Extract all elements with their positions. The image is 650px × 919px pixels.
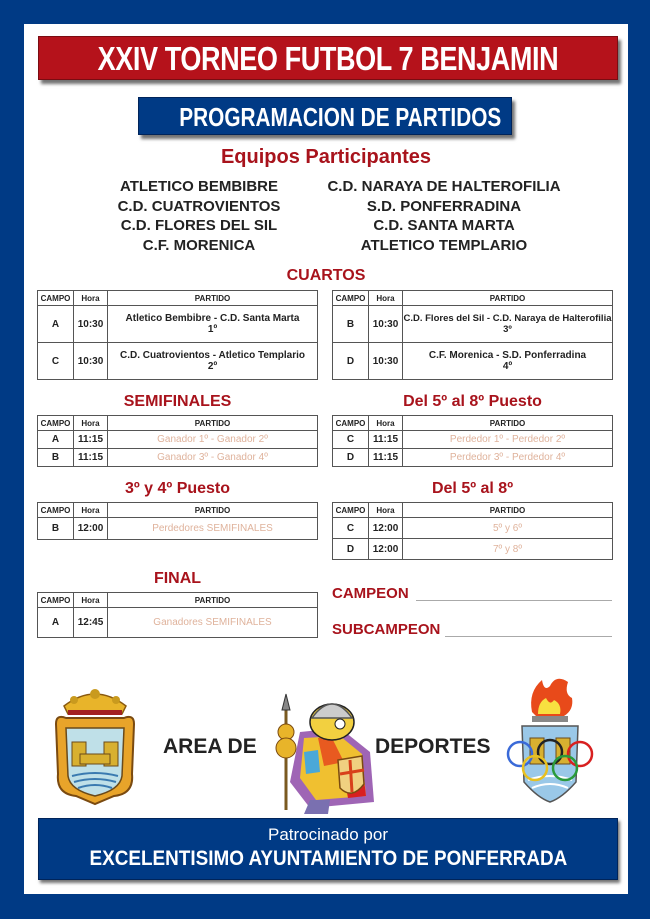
col-campo: CAMPO	[38, 291, 74, 306]
table-row	[333, 343, 613, 380]
hora-cell: 10:30	[369, 343, 403, 380]
sponsor-banner	[38, 818, 618, 880]
puesto-5-8-heading: Del 5º al 8º Puesto	[403, 393, 542, 410]
schedule-subtitle-text: PROGRAMACION DE PARTIDOS	[179, 102, 502, 132]
col-campo: CAMPO	[333, 503, 369, 518]
cuartos-table-right	[332, 290, 613, 380]
match-number: 2º	[207, 361, 218, 372]
area-de-text: AREA DE	[163, 735, 257, 758]
campo-cell: A	[38, 608, 74, 638]
schedule-subtitle	[138, 97, 512, 135]
partido-cell	[403, 343, 613, 380]
cuartos-heading: CUARTOS	[286, 267, 366, 284]
team-name: C.D. NARAYA DE HALTEROFILIA	[327, 178, 561, 195]
team-name: C.D. CUATROVIENTOS	[117, 197, 281, 215]
teams-heading: Equipos Participantes	[220, 146, 432, 168]
partido-cell	[108, 343, 318, 380]
match-number: 1º	[207, 324, 218, 335]
col-campo: CAMPO	[333, 416, 369, 431]
deportes-text: DEPORTES	[375, 735, 491, 758]
team-name: C.D. FLORES DEL SIL	[120, 217, 278, 234]
col-campo: CAMPO	[38, 503, 74, 518]
table-row	[38, 449, 318, 467]
table-header-row	[333, 291, 613, 306]
table-row	[38, 306, 318, 343]
table-row	[333, 518, 613, 539]
sponsor-name-text: EXCELENTISIMO AYUNTAMIENTO DE PONFERRADA	[89, 847, 567, 870]
team-name: S.D. PONFERRADINA	[366, 197, 522, 215]
del-5-8-heading: Del 5º al 8º	[431, 480, 514, 497]
col-hora: Hora	[74, 503, 108, 518]
col-partido: PARTIDO	[108, 503, 318, 518]
table-row	[38, 431, 318, 449]
cuartos-table-left	[37, 290, 318, 380]
match-text: Atletico Bembibre - C.D. Santa Marta	[125, 313, 300, 324]
puesto-3-4-table	[37, 502, 318, 540]
tournament-title-text: XXIV TORNEO FUTBOL 7 BENJAMIN	[97, 40, 559, 77]
semifinales-table	[37, 415, 318, 467]
col-partido: PARTIDO	[403, 503, 613, 518]
table-header-row	[38, 593, 318, 608]
partido-cell: Perdedor 3º - Perdedor 4º	[403, 449, 613, 467]
campo-cell: A	[38, 306, 74, 343]
col-partido: PARTIDO	[403, 291, 613, 306]
match-number: 4º	[502, 361, 513, 372]
col-hora: Hora	[369, 416, 403, 431]
teams-list-left	[84, 177, 314, 255]
campo-cell: B	[333, 306, 369, 343]
col-hora: Hora	[369, 291, 403, 306]
match-text: C.D. Cuatrovientos - Atletico Templario	[119, 350, 306, 361]
team-name: ATLETICO TEMPLARIO	[360, 236, 528, 254]
partido-cell	[403, 306, 613, 343]
match-text: C.F. Morenica - S.D. Ponferradina	[428, 350, 587, 361]
semifinales-heading: SEMIFINALES	[123, 393, 232, 410]
partido-cell: 7º y 8º	[403, 539, 613, 560]
team-name: ATLETICO BEMBIBRE	[119, 178, 279, 195]
table-row	[38, 518, 318, 540]
col-campo: CAMPO	[38, 416, 74, 431]
col-hora: Hora	[74, 593, 108, 608]
campo-cell: B	[38, 449, 74, 467]
final-heading: FINAL	[153, 570, 202, 587]
hora-cell: 12:45	[74, 608, 108, 638]
table-row	[333, 449, 613, 467]
col-partido: PARTIDO	[108, 291, 318, 306]
team-name: C.F. MORENICA	[142, 236, 256, 254]
hora-cell: 11:15	[369, 431, 403, 449]
hora-cell: 12:00	[74, 518, 108, 540]
table-header-row	[38, 291, 318, 306]
col-partido: PARTIDO	[403, 416, 613, 431]
campo-cell: C	[333, 431, 369, 449]
teams-list-right	[324, 177, 564, 255]
final-table	[37, 592, 318, 638]
puesto-3-4-heading: 3º y 4º Puesto	[124, 480, 231, 497]
col-hora: Hora	[369, 503, 403, 518]
partido-cell: Ganador 3º - Ganador 4º	[108, 449, 318, 467]
partido-cell	[108, 306, 318, 343]
sports-area-emblem-icon	[502, 672, 597, 807]
campo-cell: C	[38, 343, 74, 380]
sponsor-intro: Patrocinado por	[267, 825, 389, 844]
match-text: C.D. Flores del Sil - C.D. Naraya de Halterofilia	[403, 313, 612, 324]
knight-mascot-icon	[270, 692, 380, 820]
table-header-row	[333, 416, 613, 431]
tournament-title	[38, 36, 618, 80]
puesto-5-8-table	[332, 415, 613, 467]
col-campo: CAMPO	[38, 593, 74, 608]
campeon-label: CAMPEON	[332, 585, 409, 602]
hora-cell: 12:00	[369, 518, 403, 539]
sponsor-name	[39, 847, 617, 871]
hora-cell: 11:15	[74, 449, 108, 467]
table-row	[333, 431, 613, 449]
table-row	[38, 343, 318, 380]
poster-sheet	[24, 24, 628, 894]
col-hora: Hora	[74, 291, 108, 306]
col-partido: PARTIDO	[108, 416, 318, 431]
campo-cell: D	[333, 449, 369, 467]
subcampeon-label: SUBCAMPEON	[332, 621, 441, 638]
table-row	[333, 306, 613, 343]
table-row	[38, 608, 318, 638]
partido-cell: Ganador 1º - Ganador 2º	[108, 431, 318, 449]
campo-cell: C	[333, 518, 369, 539]
col-partido: PARTIDO	[108, 593, 318, 608]
partido-cell: Perdedores SEMIFINALES	[108, 518, 318, 540]
match-number: 3º	[503, 324, 512, 335]
campeon-line	[416, 600, 612, 601]
campo-cell: B	[38, 518, 74, 540]
campo-cell: D	[333, 343, 369, 380]
ponferrada-coat-of-arms-icon	[50, 684, 140, 809]
hora-cell: 11:15	[74, 431, 108, 449]
team-name: C.D. SANTA MARTA	[373, 217, 515, 234]
campo-cell: D	[333, 539, 369, 560]
table-header-row	[333, 503, 613, 518]
hora-cell: 10:30	[74, 306, 108, 343]
campo-cell: A	[38, 431, 74, 449]
partido-cell: 5º y 6º	[403, 518, 613, 539]
table-row	[333, 539, 613, 560]
table-header-row	[38, 416, 318, 431]
table-header-row	[38, 503, 318, 518]
col-campo: CAMPO	[333, 291, 369, 306]
del-5-8-table	[332, 502, 613, 560]
hora-cell: 10:30	[74, 343, 108, 380]
hora-cell: 10:30	[369, 306, 403, 343]
col-hora: Hora	[74, 416, 108, 431]
partido-cell: Perdedor 1º - Perdedor 2º	[403, 431, 613, 449]
subcampeon-line	[445, 636, 612, 637]
partido-cell: Ganadores SEMIFINALES	[108, 608, 318, 638]
hora-cell: 11:15	[369, 449, 403, 467]
hora-cell: 12:00	[369, 539, 403, 560]
